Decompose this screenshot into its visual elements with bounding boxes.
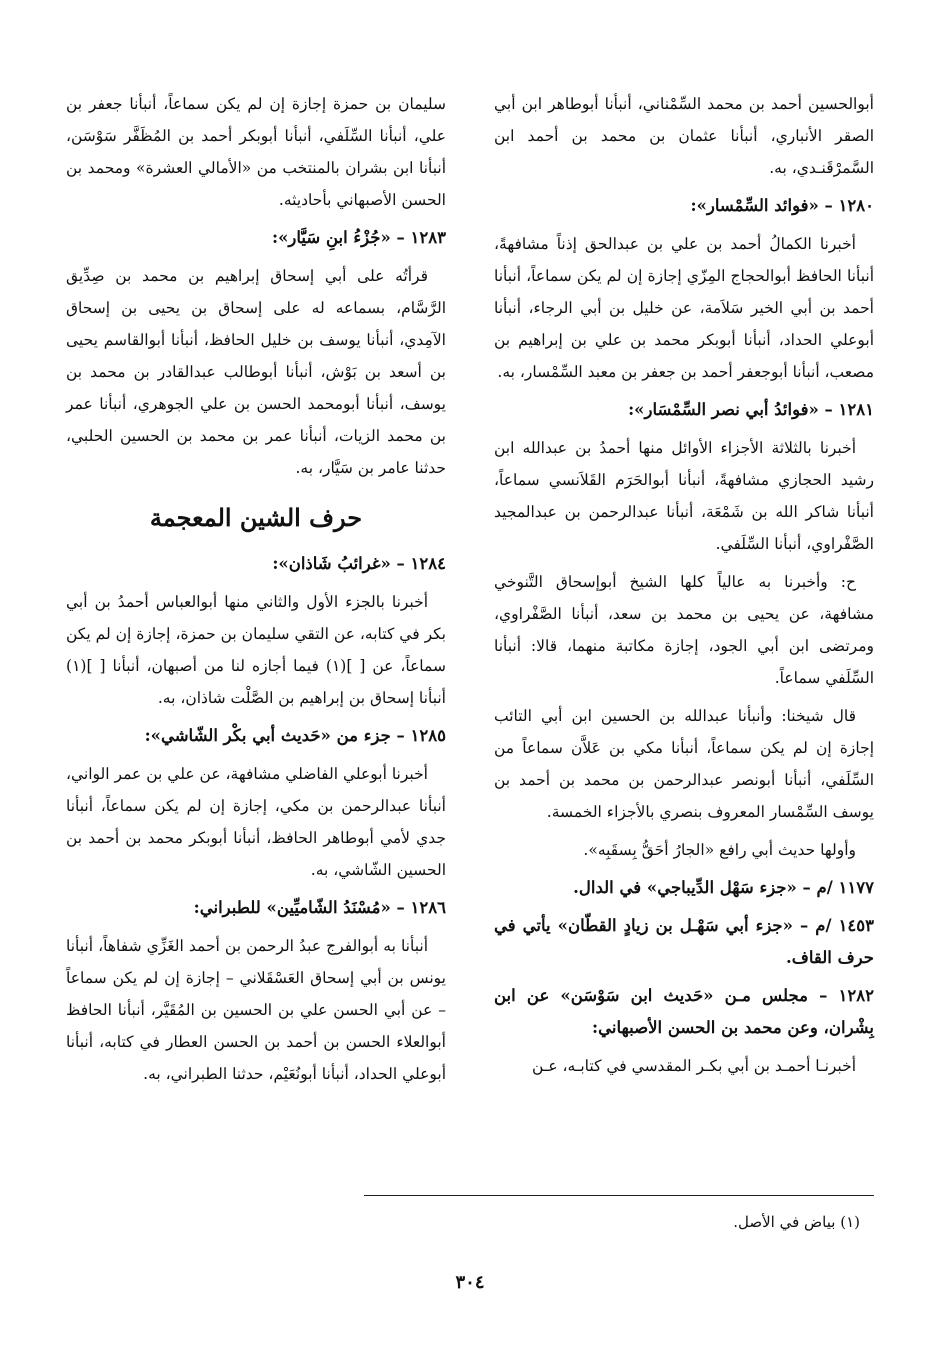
entry-heading-1286: ١٢٨٦ – «مُسْنَدُ الشّاميِّين» للطبراني:	[193, 898, 446, 917]
cross-ref-1453: ١٤٥٣ /م – «جزء أبي سَهْـل بن زيادٍ القطّان» يأتي في حرف القاف.	[494, 916, 874, 967]
entry-text-1284: أخبرنا بالجزء الأول والثاني منها أبوالعباس أحمدُ بن أبي بكر في كتابه، عن التقي سليمان بن حمزة، إجازة إن لم يكن سماعاً، عن [ ](١) فيما أجازه لنا من أصبهان، أنبأنا [ ](١) أنبأنا إسحاق بن إبراهيم بن الصَّلْت شاذان، به.	[66, 593, 446, 707]
right-column	[494, 88, 874, 1088]
entry-heading-1283: ١٢٨٣ – «جُزْءُ ابنِ سَيَّار»:	[272, 228, 446, 247]
entry-heading-1281: ١٢٨١ – «فوائدُ أبي نصر السِّمْسَار»:	[628, 400, 874, 419]
section-title: حرف الشين المعجمة	[149, 503, 363, 532]
entry-text-1280: أخبرنا الكمالُ أحمد بن علي بن عبدالحق إذناً مشافهةً، أنبأنا الحافظ أبوالحجاج المِزّي إجازة إن لم يكن سماعاً، أنبأنا أحمد بن أبي الخير سَلاَمة، عن خليل بن أبي الرجاء، أنبأنا أبوعلي الحداد، أنبأنا أبوبكر محمد بن علي بن إبراهيم بن مصعب، أنبأنا أبوجعفر أحمد بن جعفر بن معبد السِّمْسار، به.	[494, 235, 874, 381]
footnote-divider	[364, 1195, 874, 1196]
continuation-paragraph: سليمان بن حمزة إجازة إن لم يكن سماعاً، أنبأنا جعفر بن علي، أنبأنا السِّلَفي، أنبأنا أبوبكر أحمد بن المُظَفَّر سَوْسَن، أنبأنا ابن بشران بالمنتخب من «الأمالي العشرة» ومحمد بن الحسن الأصبهاني بأحاديثه.	[66, 95, 446, 209]
entry-text-1281-c: قال شيخنا: وأنبأنا عبدالله بن الحسين ابن أبي التائب إجازة إن لم يكن سماعاً، أنبأنا مكي بن عَلاَّن سماعاً من السِّلَفي، أنبأنا أبونصر عبدالرحمن بن محمد بن أحمد بن يوسف السِّمْسار المعروف بنصري بالأجزاء الخمسة.	[494, 707, 874, 821]
entry-text-1282: أخبرنـا أحمـد بن أبي بكـر المقدسي في كتابـه، عـن	[532, 1057, 856, 1075]
entry-heading-1284: ١٢٨٤ – «غرائبُ شَاذان»:	[272, 554, 446, 573]
entry-text-1285: أخبرنا أبوعلي الفاضلي مشافهة، عن علي بن عمر الواني، أنبأنا عبدالرحمن بن مكي، إجازة إن لم يكن سماعاً، أنبأنا جدي لأمي أبوطاهر الحافظ، أنبأنا أبوبكر محمد بن أحمد بن الحسين الشّاشي، به.	[66, 765, 446, 879]
entry-text-1283: قرأتُه على أبي إسحاق إبراهيم بن محمد بن صِدِّيق الرَّسَّام، بسماعه له على إسحاق بن يحيى بن إسحاق الآمِدي، أنبأنا يوسف بن خليل الحافظ، أنبأنا أبوالقاسم يحيى بن أسعد بن بَوْش، أنبأنا أبوطالب عبدالقادر بن محمد بن يوسف، أنبأنا أبومحمد الحسن بن علي الجوهري، أنبأنا عمر بن محمد الزيات، أنبأنا عمر بن محمد بن الحسين الحلبي، حدثنا عامر بن سَيَّار، به.	[66, 267, 446, 477]
entry-text-1286: أنبأنا به أبوالفرج عبدُ الرحمن بن أحمد الغَزِّي شفاهاً، أنبأنا يونس بن أبي إسحاق العَسْقَلاني – إجازة إن لم يكن سماعاً – عن أبي الحسن علي بن الحسين بن المُقَيَّر، أنبأنا الحافظ أبوالعلاء الحسن بن أحمد بن الحسن العطار في كتابه، أنبأنا أبوعلي الحداد، أنبأنا أبونُعَيْم، حدثنا الطبراني، به.	[66, 937, 446, 1083]
entry-heading-1285: ١٢٨٥ – جزء من «حَديث أبي بكْر الشّاشي»:	[144, 726, 446, 745]
entry-heading-1280: ١٢٨٠ – «فوائد السِّمْسار»:	[690, 196, 874, 215]
entry-heading-1282: ١٢٨٢ – مجلس مـن «حَديث ابن سَوْسَن» عن ابن بِشْران، وعن محمد بن الحسن الأصبهاني:	[494, 986, 874, 1037]
entry-text-1281-d: وأولها حديث أبي رافع «الجارُ أحَقُّ بِسقَبِه».	[583, 841, 856, 859]
footnote: (١) بياض في الأصل.	[733, 1213, 860, 1231]
cross-ref-1177: ١١٧٧ /م – «جزء سَهْل الدِّيباجي» في الدال.	[573, 878, 874, 897]
left-column	[66, 88, 446, 1096]
entry-text-1281-a: أخبرنا بالثلاثة الأجزاء الأوائل منها أحمدُ بن عبدالله ابن رشيد الحجازي مشافهةً، أنبأنا أبوالحَرَم القَلاَنسي سماعاً، أنبأنا شاكر الله بن شَمْعَة، أنبأنا عبدالرحمن بن عبدالمجيد الصَّفْراوي، أنبأنا السِّلَفي.	[494, 439, 874, 553]
page-number: ٣٠٤	[455, 1272, 485, 1293]
entry-text-1281-b: ح: وأخبرنا به عالياً كلها الشيخ أبوإسحاق التَّنوخي مشافهة، عن يحيى بن محمد بن سعد، أنبأنا الصَّفْراوي، ومرتضى ابن أبي الجود، إجازة مكاتبة منهما، قالا: أنبأنا السِّلَفي سماعاً.	[494, 573, 874, 687]
continuation-paragraph: أبوالحسين أحمد بن محمد السِّمْناني، أنبأنا أبوطاهر ابن أبي الصقر الأنباري، أنبأنا عثمان بن محمد بن أحمد ابن السَّمرْقَنـدي، به.	[494, 95, 874, 177]
